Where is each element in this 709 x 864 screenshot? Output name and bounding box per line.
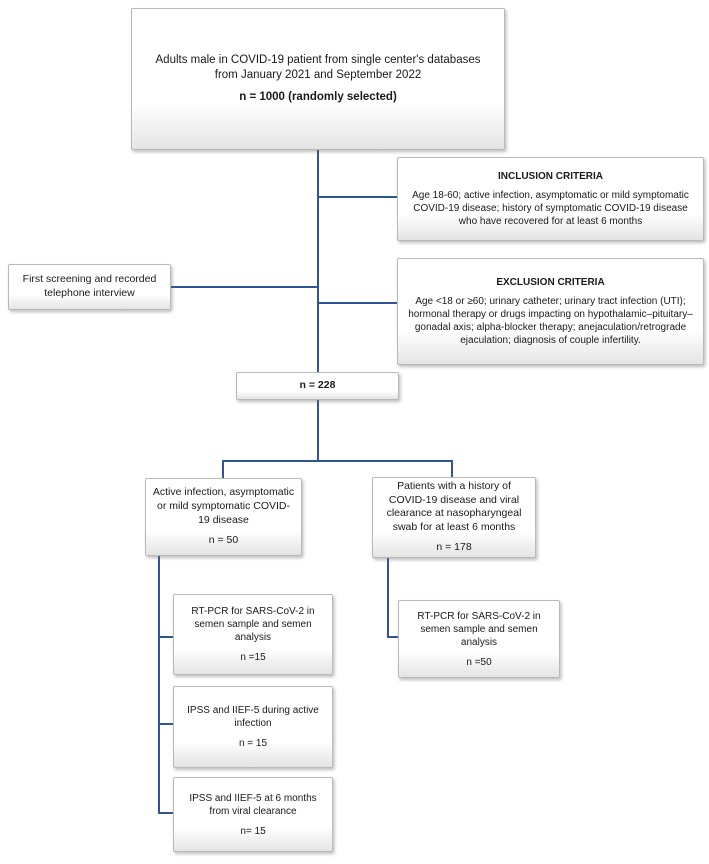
connector-elbow-ipss-6months (158, 812, 173, 814)
screening-interview-text: First screening and recorded telephone interview (22, 273, 157, 299)
flow-node-exclusion-criteria (397, 258, 704, 365)
active-infection-branch-n: n = 50 (208, 534, 239, 547)
connector-elbow-rtpcr-active (158, 636, 173, 638)
ipss-6months-text: IPSS and IIEF-5 at 6 months from viral clearance (189, 792, 317, 817)
connector-elbow-ipss-active (158, 723, 173, 725)
ipss-active-n: n = 15 (238, 738, 268, 749)
inclusion-criteria-body: Age 18-60; active infection, asymptomatic or mild symptomatic COVID-19 disease; history of symptomatic COVID-19 disease who have recovered for at least 6 months (412, 190, 689, 227)
connector-right-spine (387, 558, 389, 638)
flow-node-ipss-6months (173, 777, 333, 852)
exclusion-criteria-title: EXCLUSION CRITERIA (496, 277, 605, 288)
exclusion-criteria-body: Age <18 or ≥60; urinary catheter; urinary tract infection (UTI); hormonal therapy or drugs impacting on hypothalamic–pituitary–gonadal axis; alpha-blocker therapy; anejaculation/retrograde ejaculation; diagnosis of couple infertility. (408, 296, 693, 346)
rtpcr-history-text: RT-PCR for SARS-CoV-2 in semen sample and semen analysis (417, 610, 541, 648)
flow-node-history-branch (372, 477, 536, 558)
connector-from-screening (171, 286, 318, 288)
ipss-6months-n: n= 15 (240, 825, 266, 837)
history-branch-text: Patients with a history of COVID-19 disease and viral clearance at nasopharyngeal swab for at least 6 months (386, 479, 522, 533)
rtpcr-active-n: n =15 (240, 652, 266, 663)
connector-drop-right-branch (451, 460, 453, 477)
population-text-line1: Adults male in COVID-19 patient from single center's databases (155, 53, 481, 66)
active-infection-branch-text: Active infection, asymptomatic or mild symptomatic COVID-19 disease (152, 486, 295, 526)
flow-node-population (131, 8, 505, 150)
connector-split-horizontal (222, 460, 453, 462)
flow-node-active-infection-branch (145, 478, 302, 556)
history-branch-n: n = 178 (436, 541, 472, 554)
flow-node-rtpcr-history (398, 600, 560, 678)
connector-n228-to-split (317, 400, 319, 462)
flow-node-inclusion-criteria (397, 157, 704, 241)
flow-node-ipss-active (173, 686, 333, 768)
n228-value: n = 228 (299, 379, 336, 392)
flow-node-screening-interview (8, 264, 171, 310)
connector-to-exclusion (319, 302, 397, 304)
connector-to-inclusion (319, 196, 397, 198)
population-n-value: n = 1000 (randomly selected) (239, 91, 397, 104)
connector-top-to-n228 (317, 150, 319, 373)
population-text-line2: from January 2021 and September 2022 (214, 68, 422, 81)
inclusion-criteria-title: INCLUSION CRITERIA (498, 171, 603, 182)
ipss-active-text: IPSS and IIEF-5 during active infection (187, 705, 319, 729)
rtpcr-active-text: RT-PCR for SARS-CoV-2 in semen sample and semen analysis (191, 606, 315, 643)
connector-drop-left-branch (222, 460, 224, 478)
flow-node-rtpcr-active (173, 594, 333, 675)
flow-node-n228 (236, 372, 399, 400)
rtpcr-history-n: n =50 (466, 656, 492, 668)
connector-left-spine (158, 556, 160, 814)
connector-elbow-rtpcr-history (387, 636, 398, 638)
